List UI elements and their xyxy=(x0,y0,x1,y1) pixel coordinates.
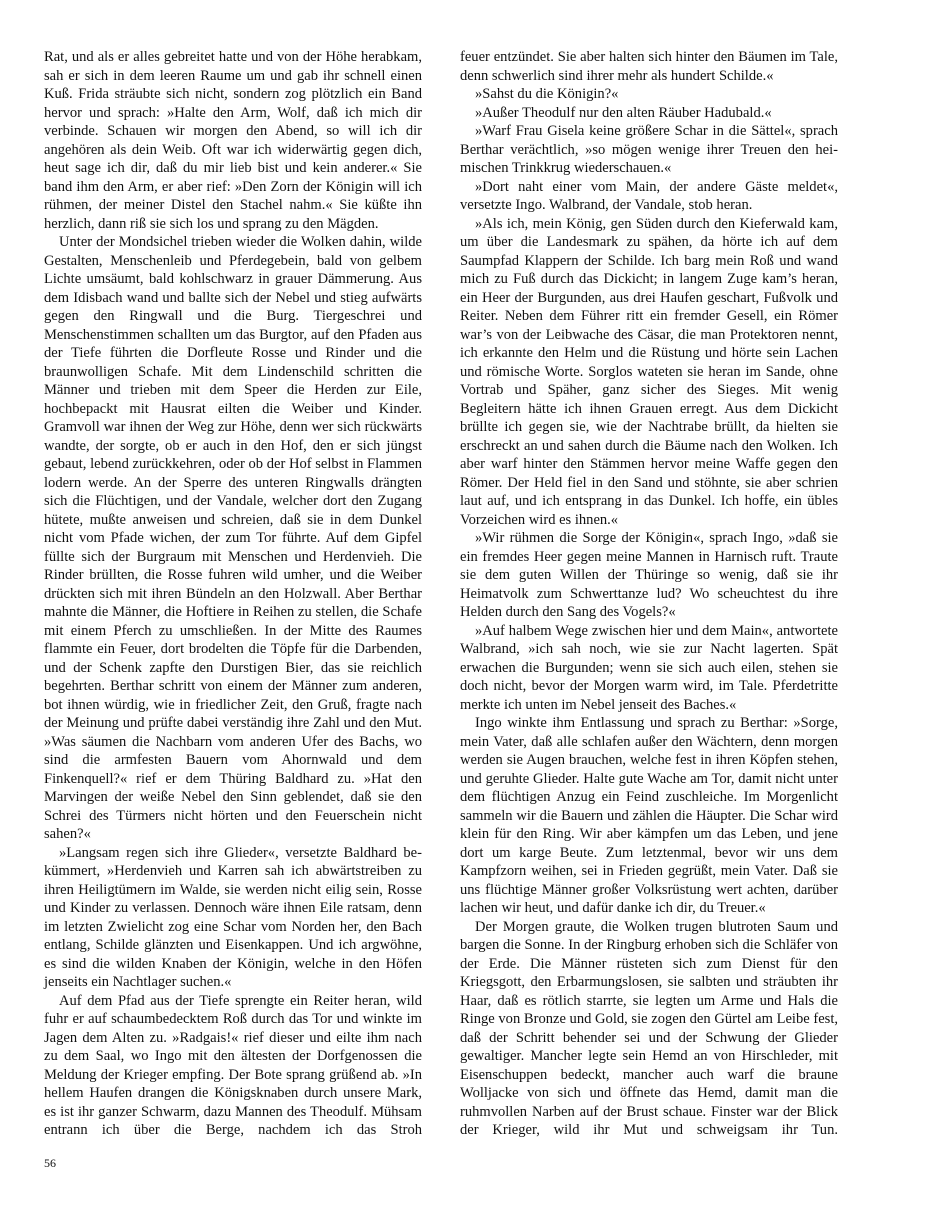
paragraph: Ingo winkte ihm Entlassung und sprach zu Berthar: »Sorge, mein Vater, daß alle schlafen außer den Wächtern, denn morgen werden sie Augen brauchen, welche fest in ihren Köpfen stehen, und geruhte Glieder. Halte gute Wache am Tor, damit nicht unter dem flüchtigen Anzug ein Feind zuschleiche. Im Morgenlicht sammeln wir die Bauern und zählen die Häupter. Die Schar wird klein für den Ring. Wir aber kämpfen um das Leben, und jene dort um karge Beute. Zum letztenmal, bevor wir uns dem Kampfzorn weihen, sei in Frieden gegrüßt, mein Vater. Daß sie uns flüchtige Männer großer Volksrüstung wert achten, darüber lachen wir heut, und dafür danke ich dir, du Treuer.« xyxy=(460,715,838,916)
right-text-column xyxy=(460,48,838,1140)
paragraph: Auf dem Pfad aus der Tiefe sprengte ein Reiter heran, wild fuhr er auf schaumbedecktem Roß durch das Tor und winkte im Jagen dem Alten zu. »Radgais!« rief dieser und eilte ihm nach zu dem Saal, wo Ingo mit den ältesten der Dorfgenossen die Meldung der Krieger empfing. Der Bote sprang grüßend ab. »In hellem Haufen drangen die Königsknaben durch unsere Mark, es ist ihr ganzer Schwarm, dazu Mannen des Theodulf. Mühsam entrann ich über die Berge, nachdem ich das Stroh xyxy=(44,992,422,1138)
paragraph: Der Morgen graute, die Wolken trugen blutroten Saum und bargen die Sonne. In der Ringburg erhoben sich die Schläfer von der Erde. Die Männer rüsteten sich zum Dienst für den Kriegsgott, den Erbarmungslosen, sie salbten und sträubten ihr Haar, daß es rötlich starrte, sie legten um Arme und Hals die Ringe von Bronze und Gold, sie zogen den Gürtel am Leibe fest, daß der Schritt behender sei und der Schwung der Glieder gewaltiger. Mancher legte sein Hemd an von Hirschleder, mit Eisenschuppen bedeckt, mancher auch warf die braune Wolljacke von sich und öffnete das Hemd, damit man die ruhmvollen Narben auf der Brust schaue. Finster war der Blick der Krieger, wild ihr Mut und schweigsam ihr Tun. xyxy=(460,918,838,1138)
paragraph: »Auf halbem Wege zwischen hier und dem Main«, antwortete Walbrand, »ich sah noch, wie sie zur Nacht lagerten. Spät erwachen die Burgunden; wenn sie sich auch eilen, stehen sie doch nicht, bevor der Morgen warm wird, im Tale. Pferdetritte merkte ich unten im Nebel jenseit des Baches.« xyxy=(460,622,838,713)
paragraph: »Langsam regen sich ihre Glieder«, versetzte Baldhard bekümmert, »Herdenvieh und Karren sah ich abwärtstreiben zu ihren Heiligtümern im Walde, sie werden nicht eilig sein, Rosse und Kinder zu verlassen. Dennoch wäre ihnen Eile ratsam, denn im letzten Zwielicht zog eine Schar vom Norden her, den Bach entlang, Schilde glänzten und Eisenkappen. Und ich argwöhne, es sind die wilden Knaben der Königin, welche in den Höfen jenseits ein Nachtlager suchen.« xyxy=(44,844,422,990)
paragraph: feuer entzündet. Sie aber halten sich hinter den Bäumen im Tale, denn schwerlich sind ihrer mehr als hundert Schilde.« xyxy=(460,49,838,84)
paragraph: »Warf Frau Gisela keine größere Schar in die Sättel«, sprach Berthar verächtlich, »so mögen wenige ihrer Treuen den heimischen Trinkkrug wiederschauen.« xyxy=(460,123,838,176)
paragraph: »Als ich, mein König, gen Süden durch den Kieferwald kam, um über die Landesmark zu spähen, da hörte ich auf dem Saumpfad Klappern der Schilde. Ich barg mein Roß und wand mich zu Fuß durch das Dickicht; in langem Zuge kam’s heran, ein Heer der Burgunden, aus drei Haufen geschart, Fußvolk und Reiter. Neben dem Führer ritt ein fremder Gesell, ein Römer war’s von der Leibwache des Cäsar, die man Protektoren nennt, ich erkannte den Helm und die Rüstung und hörte sein Lachen und römische Worte. Sorglos wateten sie heran im Sande, ohne Vortrab und Späher, ganz sicher des Sieges. Mit wenig Begleitern hätte ich ihnen Grauen erregt. Aus dem Dickicht brüllte ich gegen sie, wie der Nachtrabe brüllt, da hielten sie erschreckt an und sahen durch die Bäume nach den Wolken. Ich aber warf hinter den Stämmen hervor meine Waffe gegen den Römer. Der Held fiel in den Sand und stöhnte, sie aber schrien laut auf, und ich entsprang in das Dunkel. Ich hoffe, ein übles Vorzeichen wird es ihnen.« xyxy=(460,215,838,528)
paragraph: »Wir rühmen die Sorge der Königin«, sprach Ingo, »daß sie ein fremdes Heer gegen meine Mannen in Harnisch ruft. Traute sie dem guten Willen der Thüringe so wenig, daß sie ihr Heimatvolk zum Schwerttanze lud? Wo scheuchtest du ihre Helden durch den Sang des Vogels?« xyxy=(460,530,838,620)
paragraph: »Sahst du die Königin?« xyxy=(475,86,619,102)
page-number: 56 xyxy=(44,1156,56,1170)
paragraph: »Dort naht einer vom Main, der andere Gäste meldet«, versetzte Ingo. Walbrand, der Vandale, stob heran. xyxy=(460,178,838,213)
paragraph: Rat, und als er alles gebreitet hatte und von der Höhe herabkam, sah er sich in dem leeren Raume um und gab ihr schnell einen Kuß. Frida sträubte sich nicht, sondern zog plötzlich ein Band hervor und sprach: »Halte den Arm, Wolf, daß ich mich dir verbinde. Schauen wir morgen den Abend, so will ich dir angehören als dein Weib. Oft war ich widerwärtig gegen dich, heut sage ich dir, daß du mir lieb bist und kein anderer.« Sie band ihm den Arm, er aber rief: »Den Zorn der Königin will ich rühmen, der meiner Distel den Stachel nahm.« Sie küßte ihn herzlich, dann riß sie sich los und sprang zu den Mägden. xyxy=(44,49,422,232)
left-text-column xyxy=(44,48,422,1140)
paragraph: »Außer Theodulf nur den alten Räuber Hadubald.« xyxy=(475,104,772,121)
paragraph: Unter der Mondsichel trieben wieder die Wolken dahin, wilde Gestalten, Menschenleib und Pferdegebein, bald von gelbem Lichte umsäumt, bald kohlschwarz in grauer Dämmerung. Aus dem Idisbach wand und ballte sich der Nebel und stieg aufwärts gegen den Ringwall und die Burg. Tiergeschrei und Menschenstimmen schallten um das Burgtor, auf den Pfaden aus der Tiefe führten die Dorfleute Rosse und Rinder und die braunwolligen Schafe. Mit dem Lindenschild schritten die Männer und trieben mit dem Speer die Herden zur Eile, hochbepackt mit Hausrat eilten die Weiber und Kinder. Gramvoll war ihnen der Weg zur Höhe, denn wer sich rückwärts wandte, der sorgte, ob er auch in den Hof, den er sich jüngst gebaut, lebend zurückkehren, oder ob der Hof selbst in Flammen lodern werde. An der Sperre des unteren Ringwalls drängten sich die Flüchtigen, und der Vandale, welcher dort den Zugang hütete, mußte anweisen und schreien, daß sie in dem Dunkel nicht vom Pfade wichen, der zum Tor führte. Auf dem Gipfel füllte sich der Burgraum mit Menschen und Herdenvieh. Die Rinder brüllten, die Rosse fuhren wild umher, und die Weiber drückten sich mit ihren Bündeln an den Holzwall. Aber Berthar mahnte die Männer, die Hoftiere in Reihen zu stellen, die Schafe mit einem Pferch zu umschließen. In der Mitte des Raumes flammte ein Feuer, dort brodelten die Töpfe für die Darbenden, und der Schenk zapfte den Durstigen Bier, das sie reichlich begehrten. Berthar schritt von einem der Männer zum anderen, bot ihnen würdig, wie in friedlicher Zeit, den Gruß, fragte nach der Meinung und prüfte dabei verständig ihre Zahl und den Mut. »Was säumen die Nachbarn vom anderen Ufer des Bachs, wo sind die armfesten Bauern vom Ahornwald und dem Finkenquell?« rief er dem Thüring Baldhard zu. »Hat den Marvingen der weiße Nebel den Sinn geblendet, daß sie den Schrei des Türmers nicht hörten und den Feuerschein nicht sahen?« xyxy=(44,234,422,842)
